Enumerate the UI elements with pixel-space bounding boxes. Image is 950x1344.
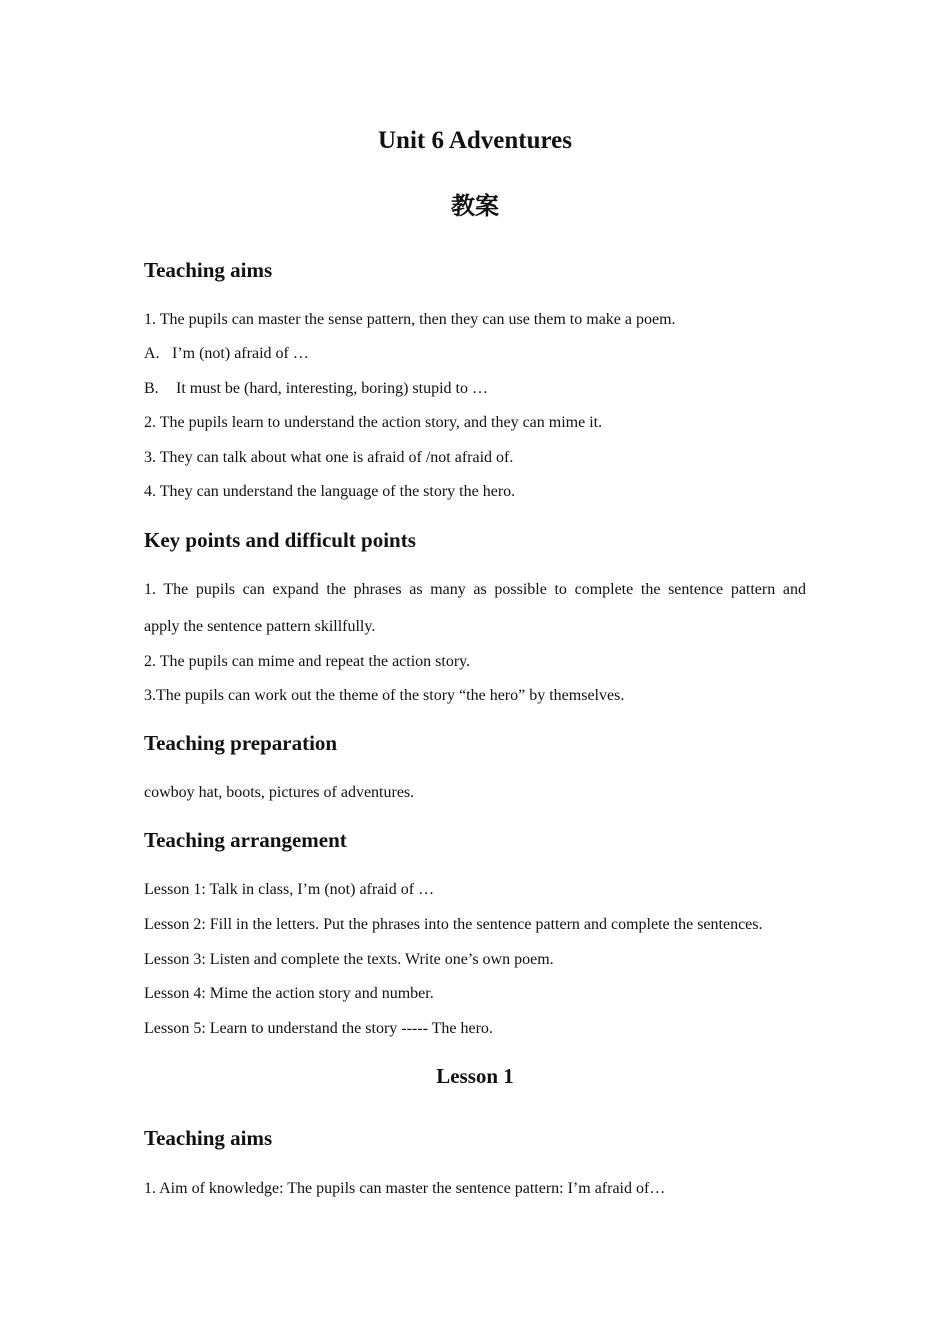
- arrangement-lesson-2: Lesson 2: Fill in the letters. Put the phrases into the sentence pattern and complete the sentences.: [144, 916, 763, 933]
- lesson-1-heading: Lesson 1: [436, 1064, 514, 1088]
- arrangement-lesson-1: Lesson 1: Talk in class, I’m (not) afraid of …: [144, 881, 435, 898]
- teaching-aim-a-text: I’m (not) afraid of …: [172, 345, 309, 362]
- teaching-aim-b-text: It must be (hard, interesting, boring) stupid to …: [176, 380, 488, 397]
- teaching-aim-2: 2. The pupils learn to understand the action story, and they can mime it.: [144, 414, 603, 431]
- teaching-aim-1: 1. The pupils can master the sense pattern, then they can use them to make a poem.: [144, 311, 676, 328]
- key-point-2: 2. The pupils can mime and repeat the action story.: [144, 653, 471, 670]
- teaching-aims-heading: Teaching aims: [144, 258, 273, 282]
- arrangement-heading: Teaching arrangement: [144, 828, 347, 852]
- preparation-heading: Teaching preparation: [144, 731, 338, 755]
- arrangement-lesson-4: Lesson 4: Mime the action story and number.: [144, 985, 434, 1002]
- lesson-1-aim-1: 1. Aim of knowledge: The pupils can master the sentence pattern: I’m afraid of…: [144, 1180, 666, 1197]
- teaching-aim-4: 4. They can understand the language of the story the hero.: [144, 483, 516, 500]
- teaching-aim-b: [144, 379, 488, 399]
- key-points-heading: Key points and difficult points: [144, 528, 416, 552]
- teaching-aim-a: [144, 344, 309, 364]
- arrangement-lesson-3: Lesson 3: Listen and complete the texts. Write one’s own poem.: [144, 951, 554, 968]
- key-point-1-line-2: apply the sentence pattern skillfully.: [144, 618, 376, 635]
- preparation-text: cowboy hat, boots, pictures of adventures.: [144, 784, 415, 801]
- teaching-aim-a-label: A.: [144, 345, 160, 362]
- key-point-1-line-1: 1. The pupils can expand the phrases as many as possible to complete the sentence pattern and: [144, 581, 806, 598]
- arrangement-lesson-5: Lesson 5: Learn to understand the story ----- The hero.: [144, 1020, 493, 1037]
- teaching-aim-b-label: B.: [144, 380, 159, 397]
- teaching-aim-3: 3. They can talk about what one is afraid of /not afraid of.: [144, 449, 514, 466]
- lesson-1-aims-heading: Teaching aims: [144, 1126, 273, 1150]
- document-title: Unit 6 Adventures: [377, 127, 572, 154]
- document-subtitle: 教案: [451, 192, 499, 220]
- key-point-3: 3.The pupils can work out the theme of the story “the hero” by themselves.: [144, 687, 625, 704]
